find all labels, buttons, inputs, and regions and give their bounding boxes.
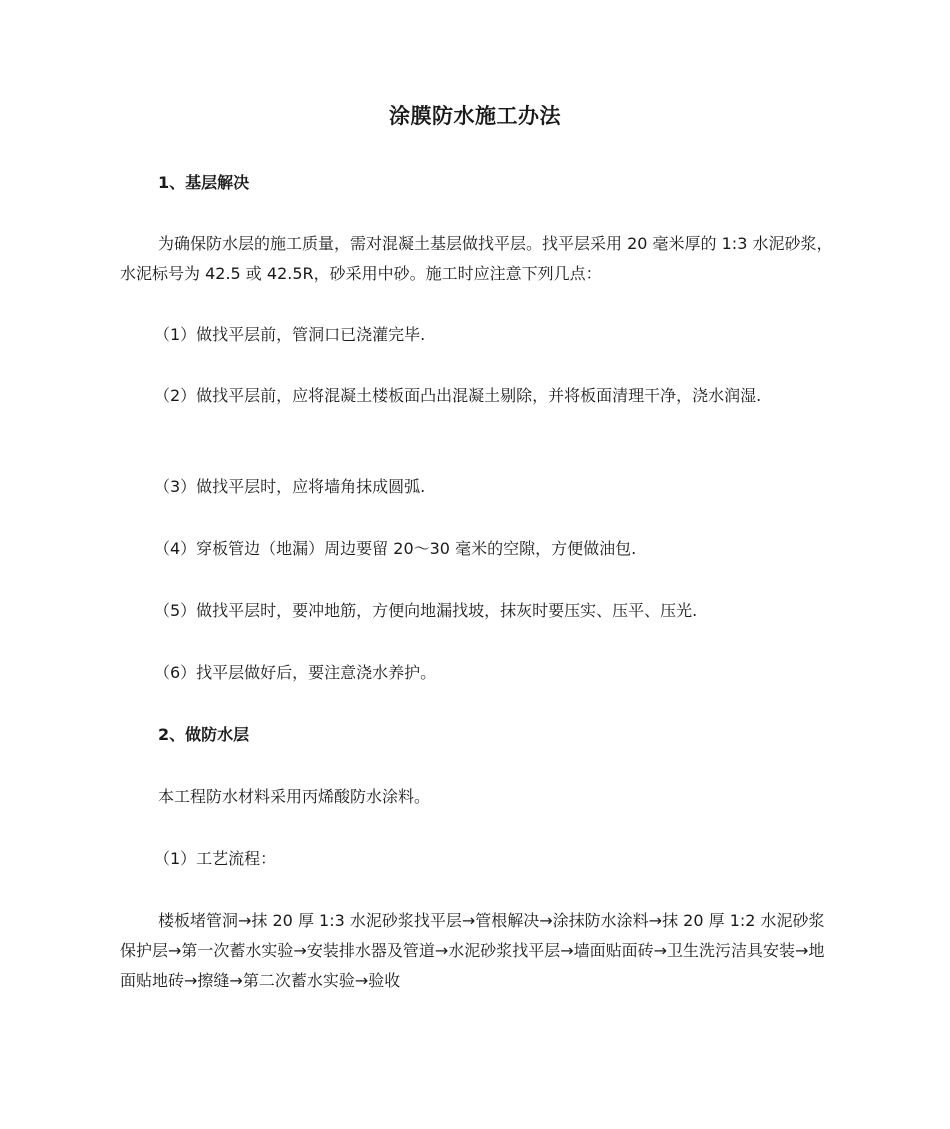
section-2-process-label: （1）工艺流程： [154, 849, 277, 868]
section-2-intro-paragraph: 本工程防水材料采用丙烯酸防水涂料。 [158, 787, 431, 806]
section-1-intro-paragraph: 为确保防水层的施工质量，需对混凝土基层做找平层。找平层采用 20 毫米厚的 1:3 水泥砂浆，水泥标号为 42.5 或 42.5R，砂采用中砂。施工时应注意下列几点： [120, 234, 833, 283]
document-title: 涂膜防水施工办法 [389, 104, 561, 128]
section-1-item-3: （3）做找平层时，应将墙角抹成圆弧. [154, 477, 426, 496]
section-1-item-5: （5）做找平层时，要冲地筋，方便向地漏找坡，抹灰时要压实、压平、压光. [154, 601, 698, 620]
section-1-item-2: （2）做找平层前，应将混凝土楼板面凸出混凝土剔除，并将板面清理干净，浇水润湿. [154, 386, 762, 405]
section-1-heading: 1、基层解决 [158, 173, 250, 192]
section-1-item-1: （1）做找平层前，管洞口已浇灌完毕. [154, 325, 426, 344]
section-2-heading: 2、做防水层 [158, 725, 250, 744]
section-2-process-flow: 楼板堵管洞→抹 20 厚 1:3 水泥砂浆找平层→管根解决→涂抹防水涂料→抹 20 厚 1:2 水泥砂浆保护层→第一次蓄水实验→安装排水器及管道→水泥砂浆找平层→墙面贴面砖→卫生洗污洁具安装→地面贴地砖→擦缝→第二次蓄水实验→验收 [120, 911, 825, 990]
section-1-item-6: （6）找平层做好后，要注意浇水养护。 [154, 663, 437, 682]
section-1-item-4: （4）穿板管边（地漏）周边要留 20～30 毫米的空隙，方便做油包. [154, 539, 637, 558]
